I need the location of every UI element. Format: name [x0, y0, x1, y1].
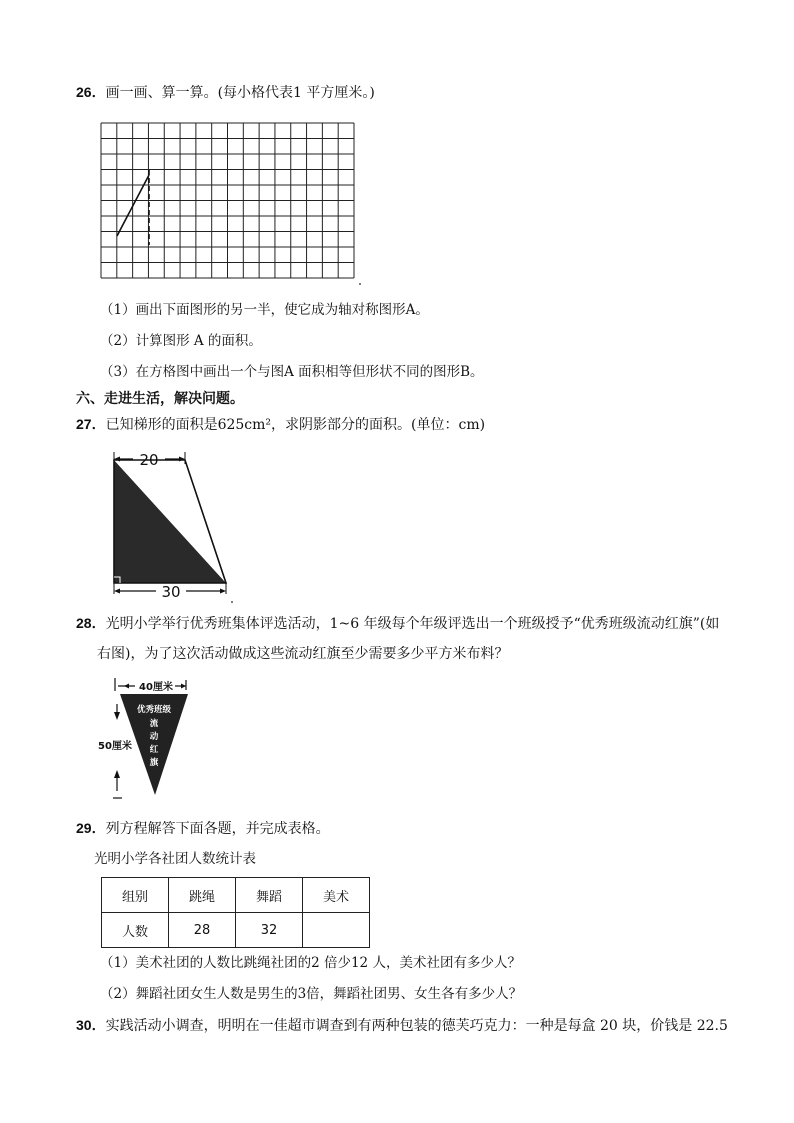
table-row: [102, 913, 370, 948]
q27-number: 27．: [76, 416, 106, 432]
club-stats-table: [101, 877, 370, 948]
q29-text: 列方程解答下面各题，并完成表格。: [105, 821, 330, 837]
table-cell: 美术: [303, 878, 370, 913]
q28-number: 28．: [76, 615, 106, 631]
q29-sub-1: （1）美术社团的人数比跳绳社团的2 倍少12 人，美术社团有多少人？: [100, 955, 521, 971]
table-cell-empty[interactable]: [303, 913, 370, 948]
section-6-title: 六、走进生活，解决问题。: [76, 391, 244, 407]
table-cell: 32: [236, 913, 303, 948]
q28-line-1: [76, 613, 719, 634]
q27-line: [76, 414, 485, 435]
table-header-row: [102, 878, 370, 913]
q28-flag-figure: [95, 674, 205, 804]
q27-text: 已知梯形的面积是625cm²，求阴影部分的面积。(单位：cm): [105, 417, 486, 433]
q29-sub-2: （2）舞蹈社团女生人数是男生的3倍，舞蹈社团男、女生各有多少人？: [100, 986, 523, 1002]
q26-sub-3: （3）在方格图中画出一个与图A 面积相等但形状不同的图形B。: [100, 364, 484, 380]
q28-flag-line-3: 动: [149, 732, 159, 742]
q28-height-label: 50厘米: [98, 741, 132, 752]
table-cell: 人数: [102, 913, 169, 948]
q27-bottom-label: 30: [161, 583, 181, 601]
q28-flag-line-1: 优秀班级: [136, 705, 172, 715]
q30-line: [76, 1015, 728, 1036]
q30-text: 实践活动小调查，明明在一佳超市调查到有两种包装的德芙巧克力：一种是每盒 20 块，价钱是 22.5: [105, 1018, 728, 1034]
q28-flag-line-2: 流: [149, 719, 159, 729]
q26-line: [76, 82, 375, 103]
q30-number: 30．: [76, 1017, 106, 1033]
q26-grid-figure: [96, 118, 366, 288]
q28-text-1: 光明小学举行优秀班集体评选活动，1~6 年级每个年级评选出一个班级授予“优秀班级流动红旗”(如: [105, 616, 720, 632]
q28-line-2: 右图)，为了这次活动做成这些流动红旗至少需要多少平方米布料？: [97, 646, 509, 662]
q28-flag-line-5: 旗: [149, 758, 159, 768]
q29-table-title: 光明小学各社团人数统计表: [94, 851, 256, 867]
q27-trapezoid-figure: [100, 448, 240, 608]
q26-sub-1: （1）画出下面图形的另一半，使它成为轴对称图形A。: [100, 302, 429, 318]
q26-sub-2: （2）计算图形 A 的面积。: [100, 333, 262, 349]
q29-line: [76, 818, 330, 839]
table-cell: 组别: [102, 878, 169, 913]
table-cell: 舞蹈: [236, 878, 303, 913]
q28-flag-line-4: 红: [149, 745, 159, 755]
q28-width-label: 40厘米: [139, 682, 173, 693]
q29-number: 29．: [76, 820, 106, 836]
table-cell: 28: [169, 913, 236, 948]
q26-text: 画一画、算一算。(每小格代表1 平方厘米。): [105, 85, 375, 101]
q27-top-label: 20: [139, 451, 159, 469]
table-cell: 跳绳: [169, 878, 236, 913]
q26-number: 26．: [76, 84, 106, 100]
